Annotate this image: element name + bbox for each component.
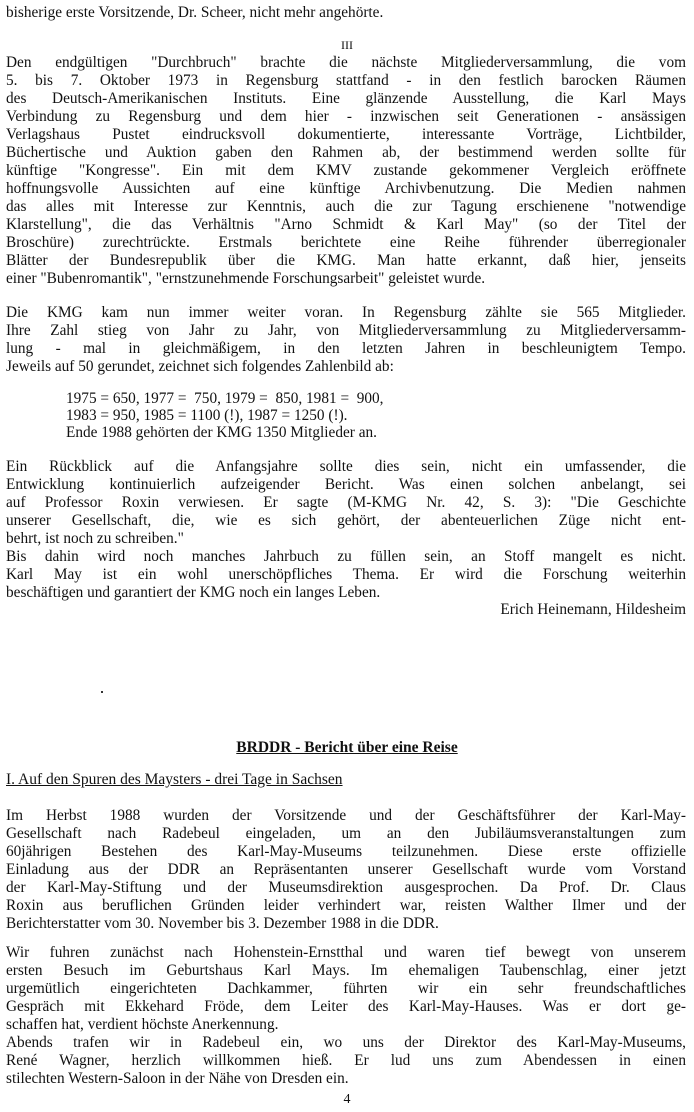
text-line: Einladung aus der DDR an Repräsentanten unserer Gesellschaft wurde vom Vorstand [6,861,686,878]
text-line: Bis dahin wird noch manches Jahrbuch zu füllen sein, an Stoff mangelt es nicht. [6,548,686,565]
text-line: das alles mit Interesse zur Kenntnis, auch die zur Tagung erschienene "notwendige [6,198,686,215]
text-line: Ein Rückblick auf die Anfangsjahre sollte dies sein, nicht ein umfassender, die [6,458,686,475]
text-line: Den endgültigen "Durchbruch" brachte die nächste Mitgliederversammlung, die vom [6,54,686,71]
text-line: bisherige erste Vorsitzende, Dr. Scheer, nicht mehr angehörte. [6,4,384,21]
text-line: der Karl-May-Stiftung und der Museumsdirektion ausgesprochen. Da Prof. Dr. Claus [6,879,686,896]
text-line: Verlagshaus Pustet eindrucksvoll dokumentierte, interessante Vorträge, Lichtbilder, [6,126,686,143]
figures-line: 1983 = 950, 1985 = 1100 (!), 1987 = 1250 (!). [66,407,348,424]
text-line: Gesellschaft nach Radebeul eingeladen, um an den Jubiläumsveranstaltungen zum [6,825,686,842]
text-line: urgemütlich eingerichteten Dachkammer, führten wir ein sehr freundschaftliches [6,980,686,997]
speck [101,691,103,693]
text-line: ersten Besuch im Geburtshaus Karl Mays. Im ehemaligen Taubenschlag, einer jetzt [6,962,686,979]
author-signature: Erich Heinemann, Hildesheim [500,601,686,618]
text-line: Verbindung zu Regensburg und dem hier - inzwischen seit Generationen - ansässigen [6,108,686,125]
text-line: Gespräch mit Ekkehard Fröde, dem Leiter des Karl-May-Hauses. Was er dort ge- [6,998,686,1015]
text-line: René Wagner, herzlich willkommen hieß. Er lud uns zum Abendessen in einen [6,1052,686,1069]
text-line: Im Herbst 1988 wurden der Vorsitzende und der Geschäftsführer der Karl-May- [6,807,686,824]
text-line: Büchertische und Auktion gaben den Rahmen ab, der bestimmend werden sollte für [6,144,686,161]
text-line: hoffnungsvolle Aussichten auf eine künftige Archivbenutzung. Die Medien nahmen [6,180,686,197]
text-line: Abends trafen wir in Radebeul ein, wo uns der Direktor des Karl-May-Museums, [6,1034,686,1051]
text-line: 60jährigen Bestehen des Karl-May-Museums teilzunehmen. Diese erste offizielle [6,843,686,860]
text-line: schaffen hat, verdient höchste Anerkennung. [6,1016,279,1033]
text-line: Die KMG kam nun immer weiter voran. In Regensburg zählte sie 565 Mitglieder. [6,304,686,321]
text-line: Broschüre) zurechtrückte. Erstmals berichtete eine Reihe führender überregionaler [6,234,686,251]
text-line: lung - mal in gleichmäßigem, in den letzten Jahren in beschleunigtem Tempo. [6,340,686,357]
text-line: einer "Bubenromantik", "ernstzunehmende Forschungsarbeit" geleistet wurde. [6,270,486,287]
text-line: Karl May ist ein wohl unerschöpfliches Thema. Er wird die Forschung weiterhin [6,566,686,583]
text-line: 5. bis 7. Oktober 1973 in Regensburg stattfand - in den festlich barocken Räumen [6,72,686,89]
text-line: Roxin aus beruflichen Gründen leider verhindert war, reisten Walther Ilmer und der [6,897,686,914]
text-line: behrt, ist noch zu schreiben." [6,530,184,547]
text-line: stilechten Western-Saloon in der Nähe von Dresden ein. [6,1070,349,1087]
text-line: Entwicklung kontinuierlich aufzeigender Bericht. Was einen solchen anbelangt, sei [6,476,686,493]
text-line: künftige "Kongresse". Ein mit dem KMV zustande gekommener Vergleich eröffnete [6,162,686,179]
figures-line: Ende 1988 gehörten der KMG 1350 Mitglieder an. [66,424,377,441]
article-title: BRDDR - Bericht über eine Reise [236,739,458,756]
text-line: beschäftigen und garantiert der KMG noch ein langes Leben. [6,584,381,601]
text-line: Ihre Zahl stieg von Jahr zu Jahr, von Mitgliederversammlung zu Mitgliederversamm- [6,322,686,339]
section-mark: III [341,38,353,52]
text-line: Klarstellung", die das Verhältnis "Arno Schmidt & Karl May" (so der Titel der [6,216,686,233]
text-line: Jeweils auf 50 gerundet, zeichnet sich folgendes Zahlenbild ab: [6,358,394,375]
text-line: des Deutsch-Amerikanischen Instituts. Eine glänzende Ausstellung, die Karl Mays [6,90,686,107]
text-line: Berichterstatter vom 30. November bis 3. Dezember 1988 in die DDR. [6,915,439,932]
text-line: auf Professor Roxin verwiesen. Er sagte (M-KMG Nr. 42, S. 3): "Die Geschichte [6,494,686,511]
page-number: 4 [343,1092,351,1107]
text-line: Wir fuhren zunächst nach Hohenstein-Ernstthal und waren tief bewegt von unserem [6,944,686,961]
figures-line: 1975 = 650, 1977 = 750, 1979 = 850, 1981 = 900, [66,390,384,407]
text-line: unserer Gesellschaft, die, wie es sich gehört, der abenteuerlichen Züge nicht ent- [6,512,686,529]
text-line: Blätter der Bundesrepublik über die KMG. Man hatte erkannt, daß hier, jenseits [6,252,686,269]
section-title: I. Auf den Spuren des Maysters - drei Tage in Sachsen [6,771,343,788]
